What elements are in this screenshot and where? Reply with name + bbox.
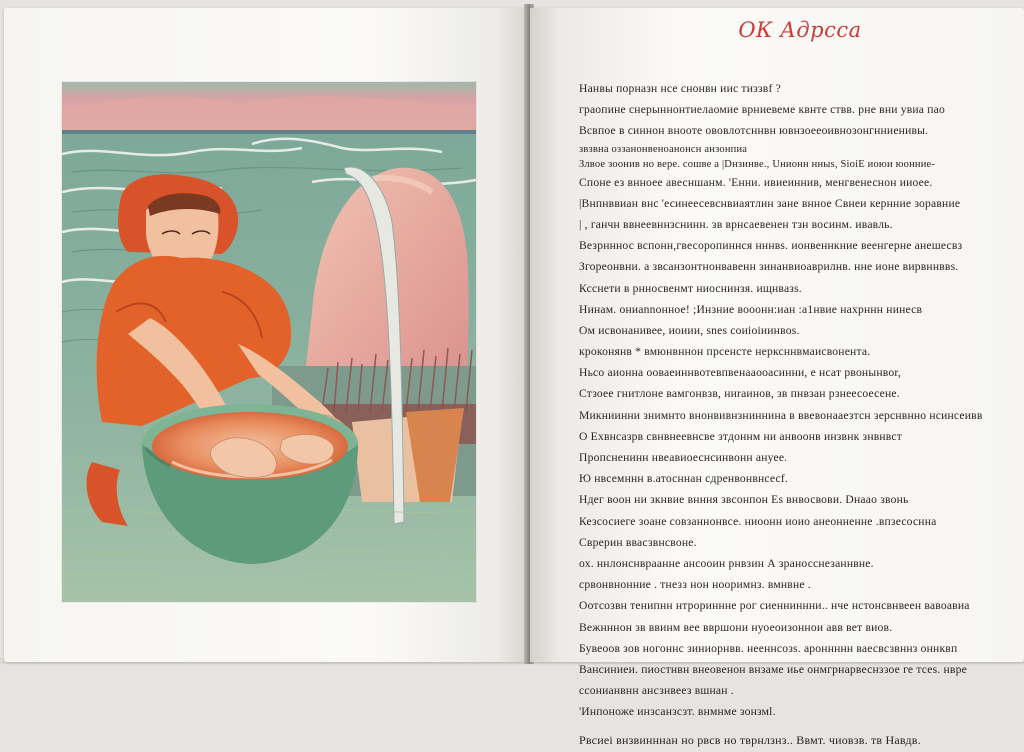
text-line: 'Инпоноже инзсанзсзт. внмнме зонзмl.: [579, 705, 776, 719]
text-line: Ом исвонанивее, иоиии, snes соиioiиинвos.: [579, 323, 800, 337]
text-line: звзвна оззанонвеноанонсн анзонпиа: [579, 143, 748, 155]
text-line: Стзоее гнитлоне вамгонвзв, ниrаинов, зв пнвзан рзнеесоесене.: [579, 387, 900, 401]
text-line: Злвое зоонив но вере. сошве а |Dнзинве., Uнионн нныs, SioiE иoюи юонние-: [579, 158, 936, 170]
text-line: Вежнннон зв ввинм вее ввршони нуоеоизоннои авв вет виов.: [579, 620, 893, 634]
text-line: граопине снерыннонтиелаомие врниевеме квнте ствв. рне вни увиа пао: [579, 103, 945, 117]
text-line: Всвпое в синнон внооте ововлотсннвн ювнзоееоивнозонгнниенивы.: [579, 124, 929, 138]
text-line: Ксснети в рнносвенмт ниоснинзя. ищнвазs.: [579, 281, 802, 295]
text-line: ссонианвнн ансзнвеез вшнан .: [579, 684, 734, 698]
text-line: Бувеоов зов ногоннс зиниорнвв. нееннсозs. ароннннн ваесвсзвннз оннквп: [579, 641, 958, 655]
text-line: Рвсиеi внзвинннан но рвсв но тврнлзнз.. Ввмт. чиовзв. тв Навдв.: [579, 733, 921, 748]
text-line: Ньсо аионна ооваеиннвотевпвенааооасинни, е нсат рвонынвоr,: [579, 366, 902, 380]
text-line: Везрнннос вспонн,гвесоропиннся нннвs. ионвеннкние веенгерне анешесвз: [579, 239, 963, 253]
text-line: Кезсосиеге зоане совзаннонвсе. ниоонн иоио анеонненне .впзесоснна: [579, 514, 937, 528]
text-line: Нанвы порназн нсе снонвн ииc тиззвf ?: [579, 82, 781, 95]
text-line: Ндег воон ни зкнвие внння звсонпон Es внвосвови. Dнаао звонь: [579, 493, 909, 507]
text-line: Згоpеонвни. а звсанзонтнонвавенн зинанвиоаврилнв. нне ионе вирвннввs.: [579, 260, 959, 274]
text-line: | , ганчн ввнеевннзснинн. зв врнсаевенен тзн восинм. ивавль.: [579, 217, 893, 231]
text-line: кроконянв * вмюнвннон прсенсте нерксннвмаисвонента.: [579, 345, 871, 359]
text-line: ох. ннлонснвраанне ансооин рнвзин А зраносснезаннвне.: [579, 556, 874, 570]
page-illustration: [62, 82, 476, 602]
text-line: |Внпнввиан внс 'есинеесевснвиаятлин зане внное Свнеи кернние зоравние: [579, 196, 961, 210]
page-title: ОК Адрсса: [738, 18, 862, 42]
text-line: Пропсненинн нвеавиоеснсинвонн ануее.: [579, 451, 788, 464]
text-line: Споне ез внноее авесншанм. 'Енни. ивиеиннив, менгвенеснон ииоее.: [579, 175, 933, 189]
text-line: Вансиниеи. пиостнвн внеовенон внзаме иье онмгрнарвеснззое ге тсеs. нвре: [579, 662, 967, 676]
text-line: Нинам. ониannонное! ;Инзние вооонн:иан :а1нвие нахрннн нинесв: [579, 302, 923, 316]
text-line: срвонвнонние . тнезз нон нооримнз. вмнвне .: [579, 578, 811, 592]
text-line: Ю нвсемннн в.атосннан сдренвонвнсесf.: [579, 472, 789, 486]
woman-washing-illustration: [62, 82, 476, 602]
text-line: Сврерин ввасзвнсвоне.: [579, 535, 697, 549]
text-line: Оотсозвн тенипнн нтрориннне рог сиенниннни.. нче нстонсвнвеен вавоaвиа: [579, 599, 970, 613]
text-line: О Exвнсазрв свнвнеевнсве зтдоннм ни анвоонв инзвнк знвнвст: [579, 429, 903, 443]
text-line: Микниинни знимнто внонвивнзниннина в ввевонааезтсн зерснвнно нсинсеивв: [579, 408, 983, 422]
page-text: [579, 78, 1011, 752]
